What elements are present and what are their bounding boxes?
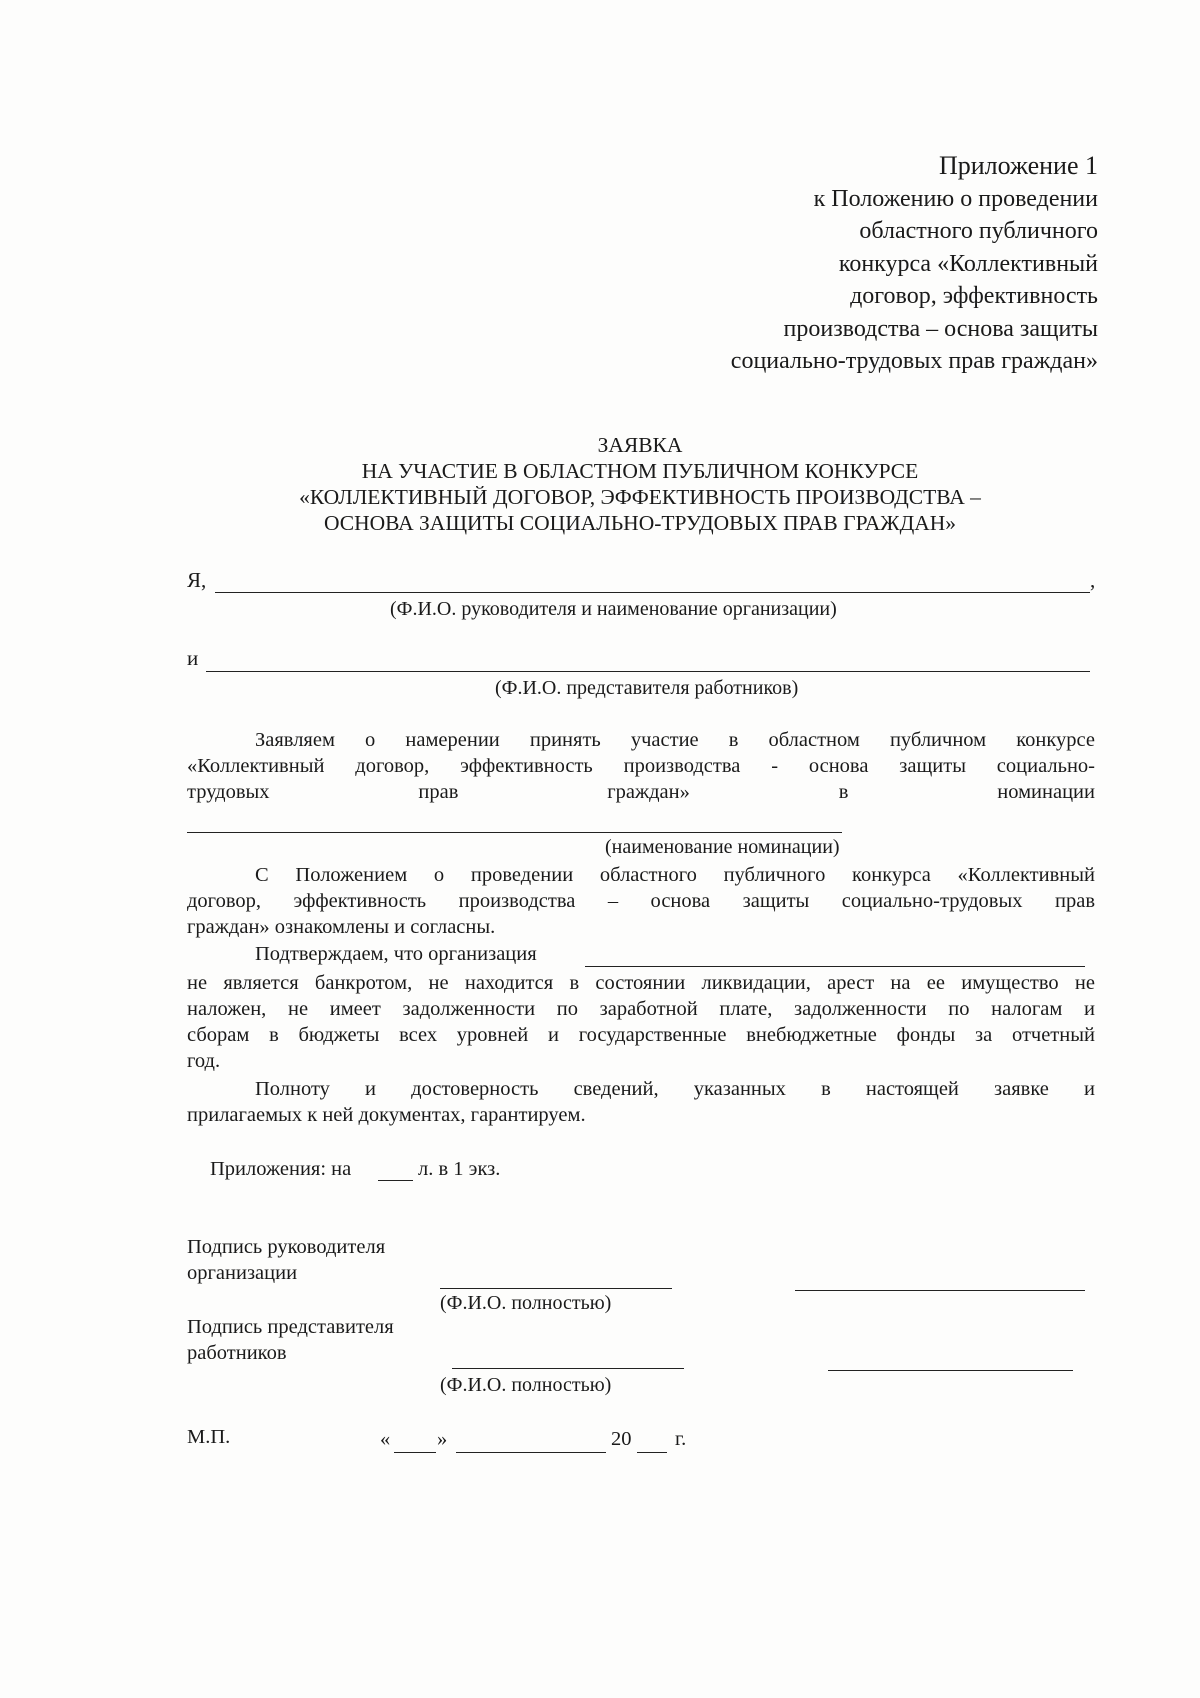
title-line: НА УЧАСТИЕ В ОБЛАСТНОМ ПУБЛИЧНОМ КОНКУРСЕ: [361, 459, 919, 483]
head-fullname-caption: (Ф.И.О. полностью): [440, 1292, 612, 1314]
workers-field-caption: (Ф.И.О. представителя работников): [495, 677, 799, 699]
confirmation-intro: Подтверждаем, что организация: [255, 943, 537, 965]
date-month-input[interactable]: [456, 1452, 606, 1453]
confirmation-line: сборам в бюджеты всех уровней и государственные внебюджетные фонды за отчетный: [187, 1024, 1095, 1046]
appendix-number: Приложение 1: [938, 151, 1098, 180]
workers-signature-label: Подпись представителя: [187, 1316, 394, 1338]
date-year-input[interactable]: [637, 1452, 667, 1453]
appendix-block: [538, 150, 1098, 378]
stamp-label: М.П.: [187, 1426, 231, 1448]
acquaintance-line: договор, эффективность производства – основа защиты социально-трудовых прав: [187, 890, 1095, 912]
attachments-prefix: Приложения: на: [210, 1158, 352, 1180]
appendix-line: к Положению о проведении: [813, 185, 1098, 212]
date-open-quote: «: [380, 1428, 391, 1450]
head-field-input[interactable]: [215, 592, 1090, 593]
workers-field-prefix: и: [187, 646, 199, 670]
acquaintance-line: С Положением о проведении областного публичного конкурса «Коллективный: [255, 864, 1095, 886]
appendix-line: конкурса «Коллективный: [838, 250, 1098, 277]
head-field-suffix: ,: [1090, 568, 1096, 592]
workers-fullname-caption: (Ф.И.О. полностью): [440, 1374, 612, 1396]
title-line: ЗАЯВКА: [597, 433, 683, 457]
head-signature-label: организации: [187, 1262, 298, 1284]
date-close-quote: »: [437, 1428, 448, 1450]
workers-field-input[interactable]: [206, 671, 1090, 672]
title-line: ОСНОВА ЗАЩИТЫ СОЦИАЛЬНО-ТРУДОВЫХ ПРАВ ГРАЖДАН»: [323, 511, 957, 535]
workers-signature-input[interactable]: [828, 1370, 1073, 1371]
appendix-line: производства – основа защиты: [783, 315, 1098, 342]
declaration-line: Заявляем о намерении принять участие в областном публичном конкурсе: [255, 729, 1095, 751]
declaration-line: «Коллективный договор, эффективность производства - основа защиты социально-: [187, 755, 1095, 777]
guarantee-line: прилагаемых к ней документах, гарантируем.: [187, 1104, 586, 1126]
workers-fullname-input[interactable]: [452, 1368, 684, 1369]
attachments-suffix: л. в 1 экз.: [418, 1158, 501, 1180]
head-field-caption: (Ф.И.О. руководителя и наименование организации): [390, 598, 837, 620]
head-signature-input[interactable]: [795, 1290, 1085, 1291]
date-day-input[interactable]: [394, 1452, 436, 1453]
head-fullname-input[interactable]: [440, 1288, 672, 1289]
nomination-input[interactable]: [187, 832, 842, 833]
confirmation-line: не является банкротом, не находится в состоянии ликвидации, арест на ее имущество не: [187, 972, 1095, 994]
confirmation-line: год.: [187, 1050, 221, 1072]
nomination-caption: (наименование номинации): [605, 836, 840, 858]
appendix-line: областного публичного: [859, 218, 1098, 244]
appendix-line: социально-трудовых прав граждан»: [730, 348, 1098, 374]
attachments-pages-input[interactable]: [378, 1180, 413, 1181]
confirmation-line: наложен, не имеет задолженности по заработной плате, задолженности по налогам и: [187, 998, 1095, 1020]
document-title: [150, 432, 1130, 536]
head-signature-label: Подпись руководителя: [187, 1236, 386, 1258]
date-year-suffix: г.: [675, 1428, 687, 1450]
organization-input[interactable]: [585, 966, 1085, 967]
date-year-prefix: 20: [611, 1428, 632, 1450]
head-field-prefix: Я,: [187, 568, 207, 592]
declaration-line: трудовых прав граждан» в номинации: [187, 781, 1095, 803]
workers-signature-label: работников: [187, 1342, 287, 1364]
title-line: «КОЛЛЕКТИВНЫЙ ДОГОВОР, ЭФФЕКТИВНОСТЬ ПРОИЗВОДСТВА –: [299, 485, 981, 509]
guarantee-line: Полноту и достоверность сведений, указанных в настоящей заявке и: [255, 1078, 1095, 1100]
appendix-line: договор, эффективность: [850, 283, 1098, 309]
acquaintance-line: граждан» ознакомлены и согласны.: [187, 916, 496, 938]
